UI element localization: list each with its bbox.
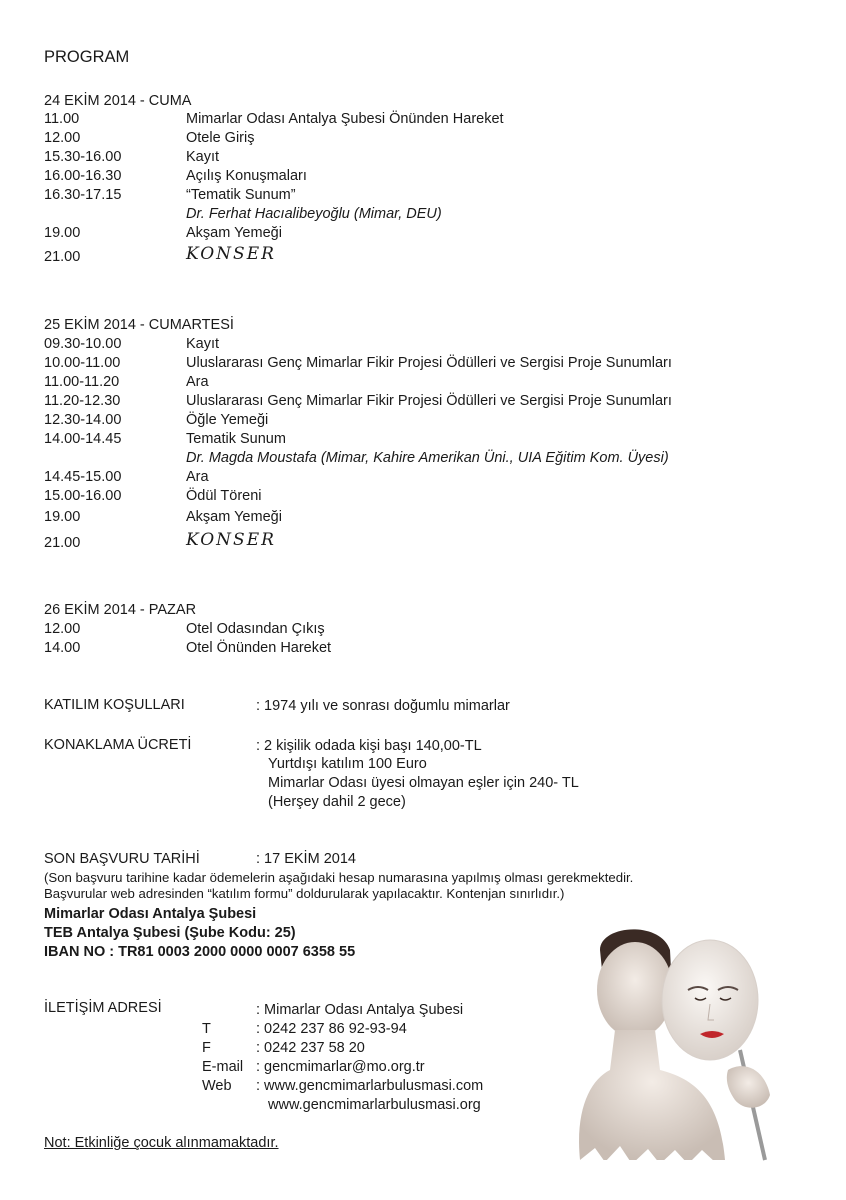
phone-number: : 0242 237 86 92-93-94 [256, 1021, 407, 1037]
program-title: PROGRAM [44, 48, 130, 66]
activity: Otel Odasından Çıkış [186, 621, 325, 637]
activity: Açılış Konuşmaları [186, 168, 307, 184]
time: 21.00 [44, 535, 81, 551]
accommodation-line: Yurtdışı katılım 100 Euro [268, 756, 427, 772]
participation-value: : 1974 yılı ve sonrası doğumlu mimarlar [256, 698, 510, 714]
time: 15.30-16.00 [44, 149, 122, 165]
activity: Mimarlar Odası Antalya Şubesi Önünden Hareket [186, 111, 504, 127]
accommodation-line: Mimarlar Odası üyesi olmayan eşler için 240- TL [268, 775, 579, 791]
contact-key-web: Web [202, 1078, 232, 1094]
time: 19.00 [44, 225, 81, 241]
time: 11.00-11.20 [44, 374, 120, 390]
schedule-row [44, 244, 804, 267]
activity: Öğle Yemeği [186, 412, 269, 428]
activity: Akşam Yemeği [186, 225, 282, 241]
time: 12.00 [44, 621, 81, 637]
time: 11.20-12.30 [44, 393, 121, 409]
activity: Kayıt [186, 336, 220, 352]
time: 14.00 [44, 640, 81, 656]
activity: Ödül Töreni [186, 488, 262, 504]
konser-label: KONSER [186, 244, 276, 264]
activity: “Tematik Sunum” [186, 187, 296, 203]
deadline-note: (Son başvuru tarihine kadar ödemelerin aşağıdaki hesap numarasına yapılmış olması gerekmektedir. [44, 870, 634, 885]
schedule-row [44, 639, 804, 658]
note: Not: Etkinliğe çocuk alınmamaktadır. [44, 1135, 279, 1151]
contact-key-fax: F [202, 1040, 211, 1056]
time: 12.30-14.00 [44, 412, 122, 428]
bank-line: TEB Antalya Şubesi (Şube Kodu: 25) [44, 925, 296, 941]
speaker: Dr. Ferhat Hacıalibeyoğlu (Mimar, DEU) [186, 206, 442, 222]
deadline-label: SON BAŞVURU TARİHİ [44, 851, 200, 867]
schedule-row [44, 430, 804, 449]
schedule-row [44, 129, 804, 148]
activity: Akşam Yemeği [186, 509, 282, 525]
schedule-row [44, 487, 804, 506]
activity: Otel Önünden Hareket [186, 640, 332, 656]
schedule-row [44, 468, 804, 487]
website-link[interactable]: www.gencmimarlarbulusmasi.org [268, 1097, 481, 1113]
schedule-row [44, 508, 804, 527]
schedule-row [44, 186, 804, 205]
time: 12.00 [44, 130, 81, 146]
activity: Ara [186, 469, 209, 485]
iban-line: IBAN NO : TR81 0003 2000 0000 0007 6358 55 [44, 944, 356, 960]
time: 14.45-15.00 [44, 469, 122, 485]
schedule-row [44, 411, 804, 430]
contact-key-email: E-mail [202, 1059, 244, 1075]
time: 10.00-11.00 [44, 355, 121, 371]
time: 16.00-16.30 [44, 168, 122, 184]
website-link[interactable]: : www.gencmimarlarbulusmasi.com [256, 1078, 484, 1094]
activity: Uluslararası Genç Mimarlar Fikir Projesi Ödülleri ve Sergisi Proje Sunumları [186, 355, 672, 371]
time: 21.00 [44, 249, 81, 265]
activity: Ara [186, 374, 209, 390]
time: 11.00 [44, 111, 80, 127]
accommodation-label: KONAKLAMA ÜCRETİ [44, 737, 192, 753]
schedule-row [44, 392, 804, 411]
activity: Uluslararası Genç Mimarlar Fikir Projesi Ödülleri ve Sergisi Proje Sunumları [186, 393, 672, 409]
time: 14.00-14.45 [44, 431, 122, 447]
activity: Otele Giriş [186, 130, 255, 146]
email-link[interactable]: : gencmimarlar@mo.org.tr [256, 1059, 425, 1075]
schedule-row [44, 449, 804, 468]
schedule-row [44, 110, 804, 129]
contact-key-phone: T [202, 1021, 211, 1037]
participation-label: KATILIM KOŞULLARI [44, 697, 185, 713]
schedule-row [44, 620, 804, 639]
day-heading-3: 26 EKİM 2014 - PAZAR [44, 602, 197, 618]
fax-number: : 0242 237 58 20 [256, 1040, 365, 1056]
activity: Tematik Sunum [186, 431, 286, 447]
deadline-value: : 17 EKİM 2014 [256, 851, 356, 867]
schedule-row [44, 354, 804, 373]
schedule-row [44, 224, 804, 243]
schedule-row [44, 373, 804, 392]
activity: Kayıt [186, 149, 220, 165]
schedule-row [44, 335, 804, 354]
schedule-row [44, 530, 804, 553]
day-heading-1: 24 EKİM 2014 - CUMA [44, 93, 192, 109]
contact-label: İLETİŞİM ADRESİ [44, 1000, 162, 1016]
schedule-row [44, 148, 804, 167]
day-heading-2: 25 EKİM 2014 - CUMARTESİ [44, 317, 234, 333]
speaker: Dr. Magda Moustafa (Mimar, Kahire Amerikan Üni., UIA Eğitim Kom. Üyesi) [186, 450, 669, 466]
time: 16.30-17.15 [44, 187, 122, 203]
time: 19.00 [44, 509, 81, 525]
schedule-row [44, 167, 804, 186]
deadline-note: Başvurular web adresinden “katılım formu” doldurularak yapılacaktır. Kontenjan sınırlıdır.) [44, 886, 565, 901]
contact-address: : Mimarlar Odası Antalya Şubesi [256, 1002, 464, 1018]
konser-label: KONSER [186, 530, 276, 550]
accommodation-line: : 2 kişilik odada kişi başı 140,00-TL [256, 738, 482, 754]
time: 09.30-10.00 [44, 336, 122, 352]
time: 15.00-16.00 [44, 488, 122, 504]
bank-line: Mimarlar Odası Antalya Şubesi [44, 906, 257, 922]
mask-figure-image [560, 920, 790, 1170]
accommodation-line: (Herşey dahil 2 gece) [268, 794, 406, 810]
schedule-row [44, 205, 804, 224]
